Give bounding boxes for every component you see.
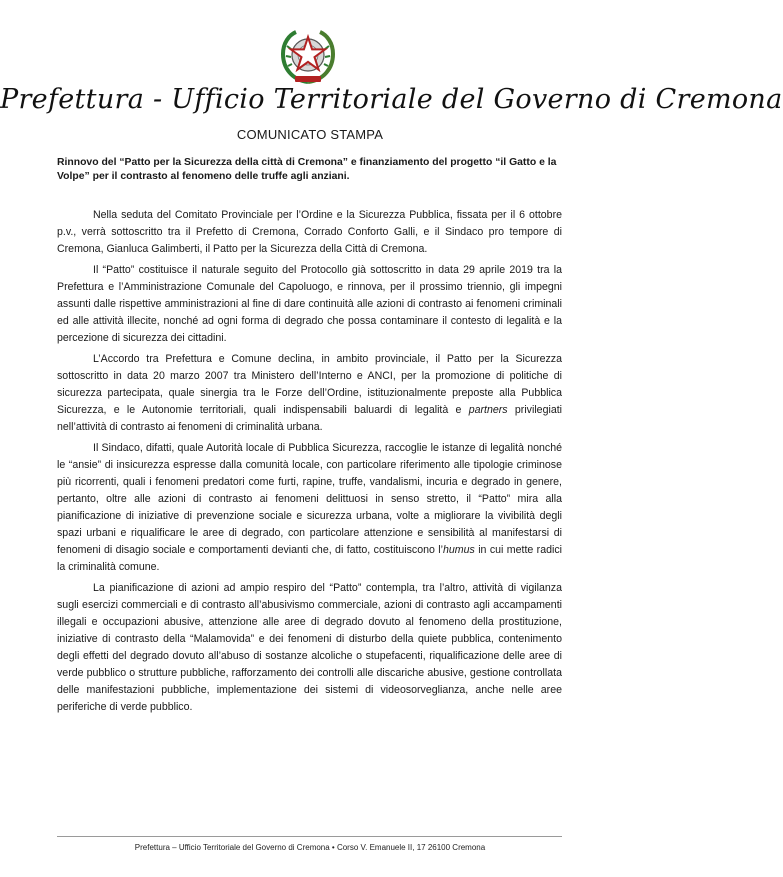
footer-separator: • [329,843,337,852]
paragraph-3 [57,351,562,436]
footer [0,843,620,852]
paragraph-3-text-a: L’Accordo tra Prefettura e Comune declina, in ambito provinciale, il Patto per la Sicurezza sottoscritto in data 20 marzo 2007 tra Ministero dell’Interno e ANCI, per la promozione di politiche di sicurezza partecipata, quale sinergia tra le Forze dell’Ordine, istituzionalmente preposte alla Pubblica Sicurezza, e le Autonomie territoriali, quali indispensabili baluardi di legalità e [57,353,562,416]
paragraph-5: La pianificazione di azioni ad ampio respiro del “Patto” contempla, tra l’altro, attività di vigilanza sugli esercizi commerciali e di contrasto all’abusivismo commerciale, azioni di contrasto agli accampamenti illegali e occupazioni abusive, attenzione alle aree di degrado dovuto al fenomeno della prostituzione, iniziative di contrasto della “Malamovida” e dei fenomeni di disturbo della quiete pubblica, contenimento degli effetti del degrado dovuto all’abuso di sostanze alcoliche o stupefacenti, riqualificazione delle aree di verde pubblico o strutture pubbliche, rafforzamento dei controlli alle discariche abusive, gestione controllata delle manifestazioni pubbliche, implementazione dei sistemi di videosorveglianza, anche nelle aree periferiche di verde pubblico. [57,582,562,713]
footer-address: Corso V. Emanuele II, 17 26100 Cremona [336,843,486,852]
document-type: COMUNICATO STAMPA [236,127,384,142]
paragraph-3-text-b: privilegiati nell’attività di contrasto ai fenomeni di criminalità urbana. [57,404,563,433]
paragraph-4-text-b: in cui mette radici la criminalità comune. [57,544,562,573]
footer-divider [57,836,562,837]
body-text [57,207,562,720]
paragraph-4-text-a: Il Sindaco, difatti, quale Autorità locale di Pubblica Sicurezza, raccoglie le istanze di legalità nonché le “ansie” di insicurezza espresse dalla comunità locale, con particolare riferimento alle tipologie criminose più ricorrenti, quali i fenomeni predatori come furti, rapine, truffe, vandalismi, incuria e degrado in genere, pertanto, oltre alle azioni di contrasto ai fenomeni delittuosi in senso stretto, il “Patto” mira alla pianificazione di iniziative di prevenzione sociale e sicurezza urbana, volte a migliorare la vivibilità degli spazi urbani e riqualificare le aree di degrado, con particolare attenzione e sensibilità al manifestarsi di fenomeni di disagio sociale e comportamenti devianti che, di fatto, costituiscono l’ [57,442,562,556]
footer-office: Prefettura – Ufficio Territoriale del Governo di Cremona [134,843,330,852]
paragraph-4-emphasis: humus [443,544,475,556]
office-heading: Prefettura - Ufficio Territoriale del Governo di Cremona [0,84,783,115]
paragraph-2: Il “Patto” costituisce il naturale seguito del Protocollo già sottoscritto in data 29 aprile 2019 tra la Prefettura e l’Amministrazione Comunale del Capoluogo, e rinnova, per il prossimo triennio, gli impegni assunti dalle rispettive amministrazioni al fine di dare continuità alle azioni di contrasto ai fenomeni criminali ed alle attività illecite, nonché ad ogni forma di degrado che possa contaminare il contesto di legalità e la percezione di sicurezza dei cittadini. [57,264,562,344]
paragraph-3-emphasis: partners [468,404,508,416]
paragraph-1: Nella seduta del Comitato Provinciale per l’Ordine e la Sicurezza Pubblica, fissata per il 6 ottobre p.v., verrà sottoscritto tra il Prefetto di Cremona, Corrado Conforto Galli, e il Sindaco pro tempore di Cremona, Gianluca Galimberti, il Patto per la Sicurezza della Città di Cremona. [57,209,562,255]
italian-republic-emblem-icon [278,26,338,86]
subject: Rinnovo del “Patto per la Sicurezza della città di Cremona” e finanziamento del progetto “il Gatto e la Volpe” per il contrasto al fenomeno delle truffe agli anziani. [57,157,557,182]
paragraph-4 [57,440,562,576]
